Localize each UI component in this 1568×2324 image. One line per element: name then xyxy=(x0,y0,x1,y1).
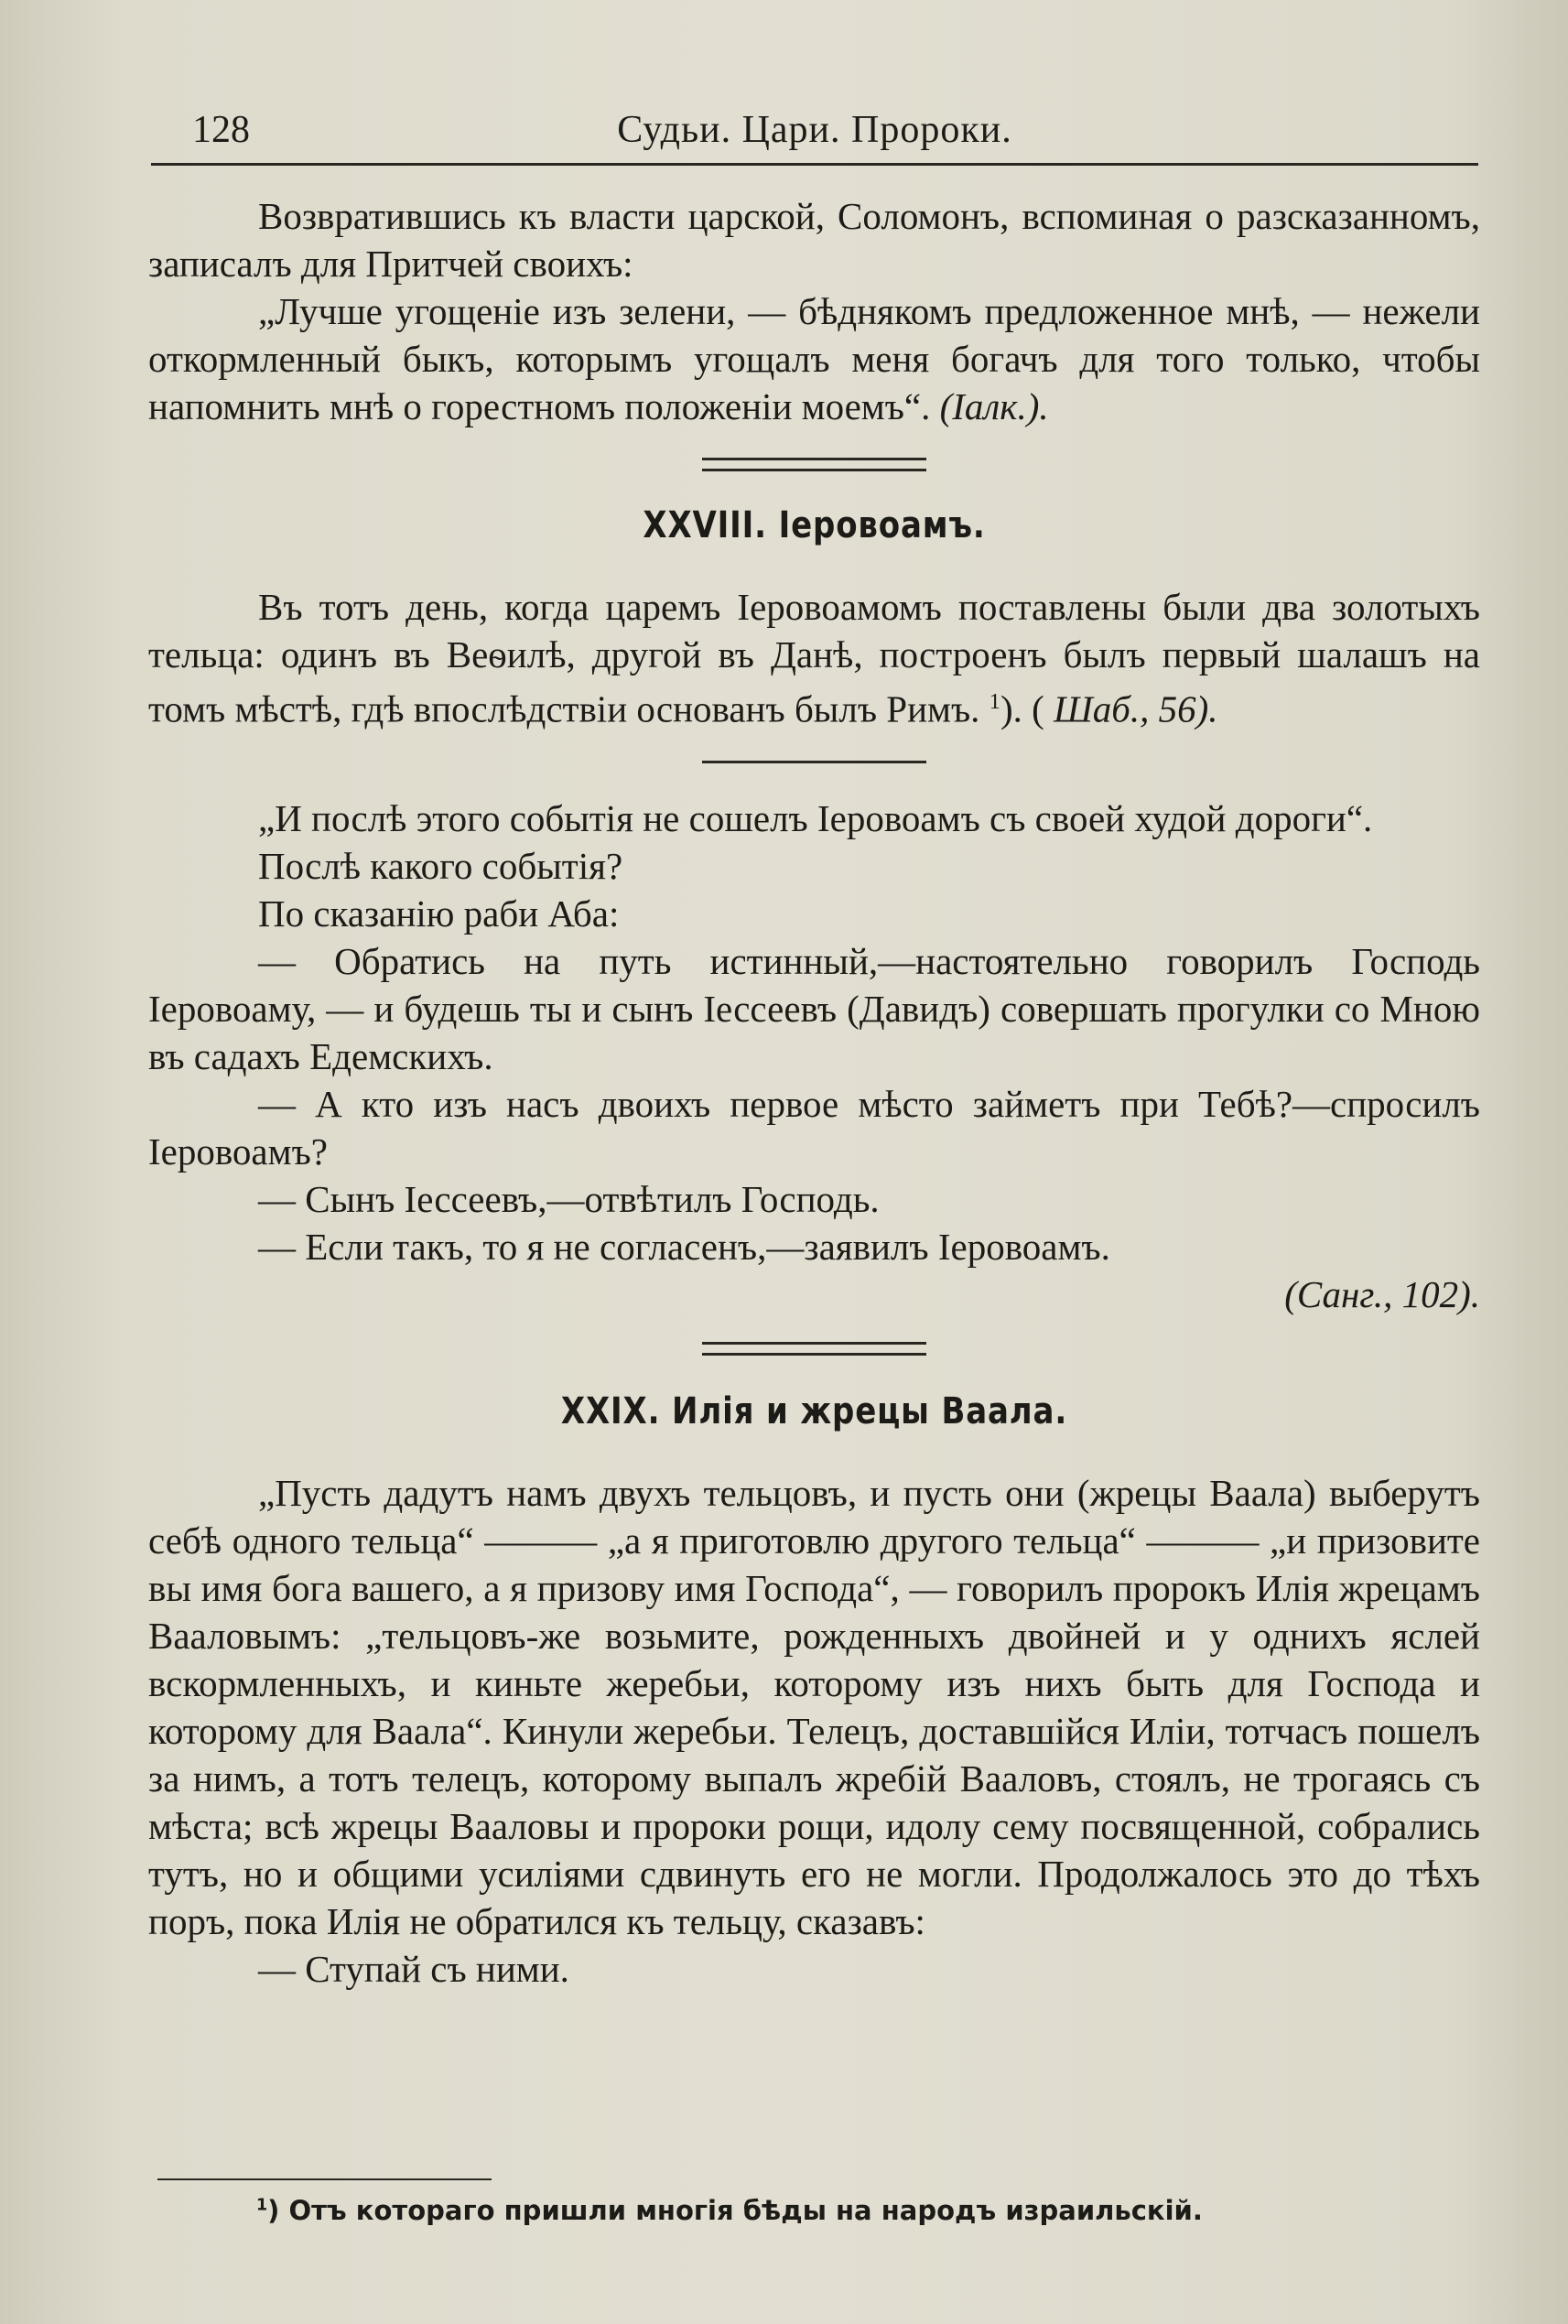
header-rule xyxy=(151,163,1478,166)
running-title: Судьи. Цари. Пророки. xyxy=(617,109,1012,151)
section-28-paragraph-1 xyxy=(148,583,1480,733)
section-28-title: XXVIII. Іеровоамъ. xyxy=(643,504,986,546)
section-28-paragraph-2: „И послѣ этого событія не сошелъ Іеровоамъ съ своей худой дороги“. xyxy=(258,796,1373,839)
page-number: 128 xyxy=(192,109,250,151)
paragraph-separator xyxy=(702,761,926,763)
section-29-paragraph-1: „Пусть дадутъ намъ двухъ тельцовъ, и пусть они (жрецы Ваала) выберутъ себѣ одного тельца“ ——— „а я приготовлю другого тельца“ ——— „и призовите вы имя бога вашего, а я призову имя Господа“, — говорилъ пророкъ Илія жрецамъ Вааловымъ: „тельцовъ-же возьмите, рожденныхъ двойней и у однихъ яслей вскормленныхъ, и киньте жеребьи, которому изъ нихъ быть для Господа и которому для Ваала“. Кинули жеребьи. Телецъ, доставшійся Иліи, тотчасъ пошелъ за нимъ, а тотъ телецъ, которому выпалъ жребій Вааловъ, стоялъ, не трогаясь съ мѣста; всѣ жрецы Ваалoвы и пророки рощи, идолу сему посвященной, собрались тутъ, но и общими усиліями сдвинуть его не могли. Продолжалось это до тѣхъ поръ, пока Илія не обратился къ тельцу, сказавъ: xyxy=(148,1471,1480,1942)
source-citation: (Іалк.). xyxy=(939,385,1049,427)
section-separator xyxy=(702,1342,926,1356)
section-28-source xyxy=(148,1270,1480,1318)
section-separator xyxy=(702,458,926,471)
section-28-paragraph-7: — Сынъ Іессеевъ,—отвѣтилъ Господь. xyxy=(258,1177,880,1220)
page-body xyxy=(148,183,1480,1993)
footnote-reference: 1 xyxy=(989,689,1000,714)
footnote-marker: 1 xyxy=(256,2196,268,2215)
section-28-paragraph-4: По сказанію раби Аба: xyxy=(258,892,620,935)
footnote-text: ) Отъ котораго пришли многія бѣды на народъ израильскій. xyxy=(267,2195,1203,2226)
section-28-paragraph-3: Послѣ какого событія? xyxy=(258,844,623,887)
paragraph-text: Въ тотъ день, когда царемъ Іеровоамомъ поставлены были два золотыхъ тельца: одинъ въ Веѳилѣ, другой въ Данѣ, построенъ былъ первый шалашъ на томъ мѣстѣ, гдѣ впослѣдствіи основанъ былъ Римъ. xyxy=(148,586,1480,730)
section-28-paragraph-5: — Обратись на путь истинный,—настоятельно говорилъ Господь Іеровоаму, — и будешь ты и сынъ Іессеевъ (Давидъ) совершать прогулки со Мною въ садахъ Едемскихъ. xyxy=(148,939,1480,1077)
page-header xyxy=(151,108,1478,163)
section-29-title: XXIX. Илія и жрецы Ваала. xyxy=(560,1389,1068,1432)
source-citation: (Санг., 102). xyxy=(1284,1272,1480,1315)
footnote xyxy=(256,2195,1203,2226)
section-29-paragraph-2: — Ступай съ ними. xyxy=(258,1947,569,1990)
section-28-paragraph-8: — Если такъ, то я не согласенъ,—заявилъ Іеровоамъ. xyxy=(258,1225,1110,1268)
intro-quote: „Лучше угощеніе изъ зелени, — бѣднякомъ предложенное мнѣ, — нежели откормленный быкъ, которымъ угощалъ меня богачъ для того только, чтобы напомнить мнѣ о горестномъ положеніи моемъ“. xyxy=(148,290,1480,427)
intro-paragraph-1: Возвратившись къ власти царской, Соломонъ, вспоминая о разсказанномъ, записалъ для Притчей своихъ: xyxy=(148,195,1480,285)
intro-paragraph-2 xyxy=(148,287,1480,430)
footnote-rule xyxy=(157,2178,492,2180)
source-citation: Шаб., 56). xyxy=(1054,687,1218,730)
section-28-paragraph-6: — А кто изъ насъ двоихъ первое мѣсто займетъ при Тебѣ?—спросилъ Іеровоамъ? xyxy=(148,1082,1480,1173)
paragraph-punctuation: ). ( xyxy=(1000,687,1044,730)
